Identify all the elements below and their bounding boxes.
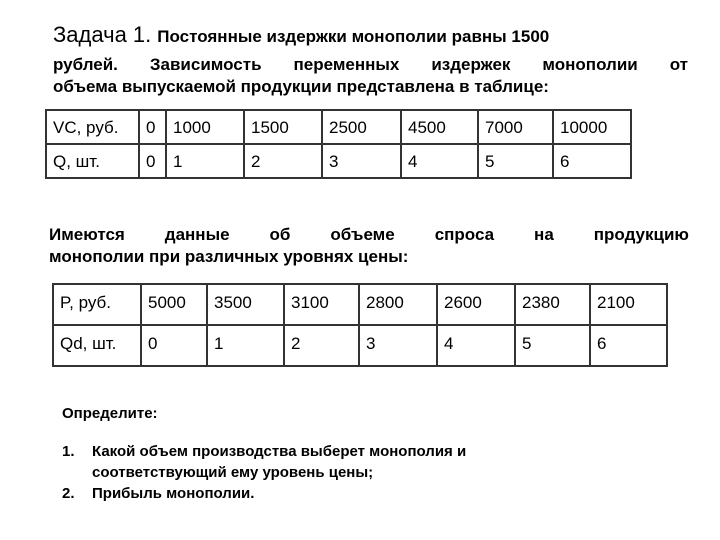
table-cell: 2100 (590, 284, 667, 325)
table-cell: 7000 (478, 110, 553, 144)
table-cell: 3500 (207, 284, 284, 325)
list-item (62, 483, 582, 504)
table-cell: 3 (359, 325, 437, 366)
demand-intro-word: на (534, 225, 554, 244)
table-cell: 2380 (515, 284, 590, 325)
demand-intro-line (49, 224, 689, 246)
task-title (53, 22, 549, 48)
table-cell: 0 (141, 325, 207, 366)
table-row (53, 325, 667, 366)
task-label: Задача 1. (53, 22, 152, 47)
variable-cost-table (45, 109, 632, 179)
demand-intro-line: монополии при различных уровнях цены: (49, 247, 409, 266)
demand-intro (49, 224, 689, 268)
question-text: Прибыль монополии. (92, 485, 255, 502)
table-cell: 6 (590, 325, 667, 366)
demand-intro-word: Имеются (49, 225, 125, 244)
demand-intro-word: продукцию (593, 225, 689, 244)
table-cell: 1 (166, 144, 244, 178)
table-cell: 2 (244, 144, 322, 178)
task-statement-start: Постоянные издержки монополии равны 1500 (157, 27, 550, 46)
table-cell: 5 (515, 325, 590, 366)
table-row (46, 110, 631, 144)
table-row (53, 284, 667, 325)
table-cell: 5000 (141, 284, 207, 325)
list-item (62, 441, 582, 483)
table-cell: 1500 (244, 110, 322, 144)
table-cell: 3100 (284, 284, 359, 325)
row-label: Qd, шт. (53, 325, 141, 366)
table-cell: 3 (322, 144, 401, 178)
demand-intro-word: данные (164, 225, 230, 244)
table-cell: 1 (207, 325, 284, 366)
questions-heading: Определите: (62, 405, 158, 422)
table-cell: 2500 (322, 110, 401, 144)
task-intro (53, 54, 688, 98)
table-cell: 2600 (437, 284, 515, 325)
table-cell: 10000 (553, 110, 631, 144)
table-cell: 0 (139, 110, 166, 144)
row-label: VC, руб. (46, 110, 139, 144)
demand-intro-word: об (269, 225, 291, 244)
table-cell: 4 (437, 325, 515, 366)
intro-line: объема выпускаемой продукции представлена в таблице: (53, 77, 549, 96)
demand-intro-word: спроса (434, 225, 495, 244)
demand-intro-word: объеме (330, 225, 395, 244)
question-number: 2. (62, 485, 75, 502)
row-label: P, руб. (53, 284, 141, 325)
table-cell: 4500 (401, 110, 478, 144)
question-number: 1. (62, 443, 75, 460)
intro-line: рублей. Зависимость переменных издержек монополии от (53, 55, 688, 74)
table-cell: 2 (284, 325, 359, 366)
table-cell: 4 (401, 144, 478, 178)
row-label: Q, шт. (46, 144, 139, 178)
table-cell: 0 (139, 144, 166, 178)
table-cell: 1000 (166, 110, 244, 144)
table-row (46, 144, 631, 178)
question-text: Какой объем производства выберет монополия и соответствующий ему уровень цены; (92, 443, 467, 481)
table-cell: 6 (553, 144, 631, 178)
table-cell: 2800 (359, 284, 437, 325)
table-cell: 5 (478, 144, 553, 178)
questions-list (62, 441, 582, 504)
demand-table (52, 283, 668, 367)
